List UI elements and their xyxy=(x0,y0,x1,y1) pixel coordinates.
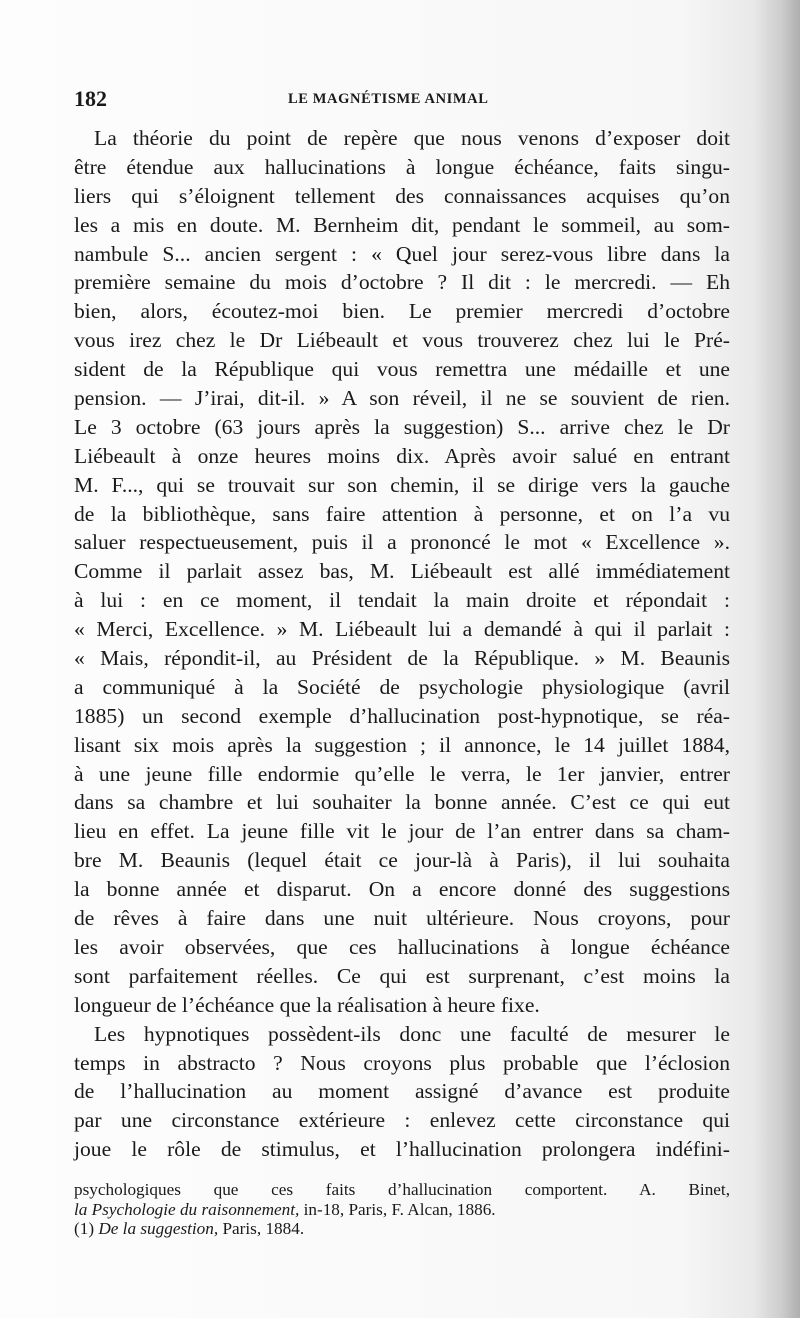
footnotes xyxy=(74,1180,730,1239)
body-text xyxy=(74,124,730,1164)
text-line: Les hypnotiques possèdent-ils donc une faculté de mesurer le xyxy=(94,1021,730,1046)
text-line: de l’hallucination au moment assigné d’avance est produite xyxy=(74,1079,730,1104)
text-line: lisant six mois après la suggestion ; il annonce, le 14 juillet 1884, xyxy=(74,732,730,757)
text-line: de la bibliothèque, sans faire attention à personne, et on l’a vu xyxy=(74,501,730,526)
text-line: Liébeault à onze heures moins dix. Après avoir salué en entrant xyxy=(74,443,730,468)
text-line: sident de la République qui vous remettra une médaille et une xyxy=(74,357,730,382)
text-line: de rêves à faire dans une nuit ultérieure. Nous croyons, pour xyxy=(74,906,730,931)
page-header xyxy=(74,86,734,116)
text-line: lieu en effet. La jeune fille vit le jour de l’an entrer dans sa cham- xyxy=(74,819,730,844)
text-line: Le 3 octobre (63 jours après la suggestion) S... arrive chez le Dr xyxy=(74,414,730,439)
text-line: vous irez chez le Dr Liébeault et vous trouverez chez lui le Pré- xyxy=(74,328,730,353)
footnote-book-title: De la suggestion, xyxy=(98,1219,219,1239)
text-line: sont parfaitement réelles. Ce qui est surprenant, c’est moins la xyxy=(74,963,730,988)
text-line: nambule S... ancien sergent : « Quel jour serez-vous libre dans la xyxy=(74,241,730,266)
text-line: par une circonstance extérieure : enlevez cette circonstance qui xyxy=(74,1108,730,1133)
page-number: 182 xyxy=(74,86,107,111)
text-line: joue le rôle de stimulus, et l’hallucination prolongera indéfini- xyxy=(74,1137,730,1162)
text-line: être étendue aux hallucinations à longue échéance, faits singu- xyxy=(74,154,730,179)
text-line: M. F..., qui se trouvait sur son chemin, il se dirige vers la gauche xyxy=(74,472,730,497)
text-line: a communiqué à la Société de psychologie physiologique (avril xyxy=(74,674,730,699)
text-line: liers qui s’éloignent tellement des connaissances acquises qu’on xyxy=(74,183,730,208)
text-line: Comme il parlait assez bas, M. Liébeault est allé immédiatement xyxy=(74,559,730,584)
text-line: longueur de l’échéance que la réalisation à heure fixe. xyxy=(74,992,540,1017)
text-line: temps in abstracto ? Nous croyons plus probable que l’éclosion xyxy=(74,1050,730,1075)
footnote-line xyxy=(74,1219,730,1239)
text-line: la bonne année et disparut. On a encore donné des suggestions xyxy=(74,877,730,902)
footnote-line: psychologiques que ces faits d’hallucination comportent. A. Binet, xyxy=(74,1180,730,1199)
text-line: « Merci, Excellence. » M. Liébeault lui a demandé à qui il parlait : xyxy=(74,617,730,642)
text-line: saluer respectueusement, puis il a prononcé le mot « Excellence ». xyxy=(74,530,730,555)
text-line: les avoir observées, que ces hallucinations à longue échéance xyxy=(74,934,730,959)
text-line: bre M. Beaunis (lequel était ce jour-là à Paris), il lui souhaita xyxy=(74,848,730,873)
text-line: 1885) un second exemple d’hallucination post-hypnotique, se réa- xyxy=(74,703,730,728)
text-line: dans sa chambre et lui souhaiter la bonne année. C’est ce qui eut xyxy=(74,790,730,815)
text-line: première semaine du mois d’octobre ? Il dit : le mercredi. — Eh xyxy=(74,270,730,295)
page-edge-shadow xyxy=(754,0,800,1318)
footnote-citation: Paris, 1884. xyxy=(218,1219,305,1239)
text-line: à une jeune fille endormie qu’elle le verra, le 1er janvier, entrer xyxy=(74,761,730,786)
running-head: LE MAGNÉTISME ANIMAL xyxy=(288,91,489,107)
text-line: bien, alors, écoutez-moi bien. Le premier mercredi d’octobre xyxy=(74,299,730,324)
text-line: pension. — J’irai, dit-il. » A son réveil, il ne se souvient de rien. xyxy=(74,386,730,411)
footnote-citation: in-18, Paris, F. Alcan, 1886. xyxy=(299,1199,496,1219)
footnote-book-title: la Psychologie du raisonnement, xyxy=(74,1199,300,1219)
text-line: « Mais, répondit-il, au Président de la République. » M. Beaunis xyxy=(74,646,730,671)
text-line: La théorie du point de repère que nous venons d’exposer doit xyxy=(94,126,730,150)
text-line: à lui : en ce moment, il tendait la main droite et répondait : xyxy=(74,588,730,613)
footnote-line xyxy=(74,1200,730,1220)
text-line: les a mis en doute. M. Bernheim dit, pendant le sommeil, au som- xyxy=(74,212,730,237)
footnote-marker: (1) xyxy=(74,1219,99,1239)
